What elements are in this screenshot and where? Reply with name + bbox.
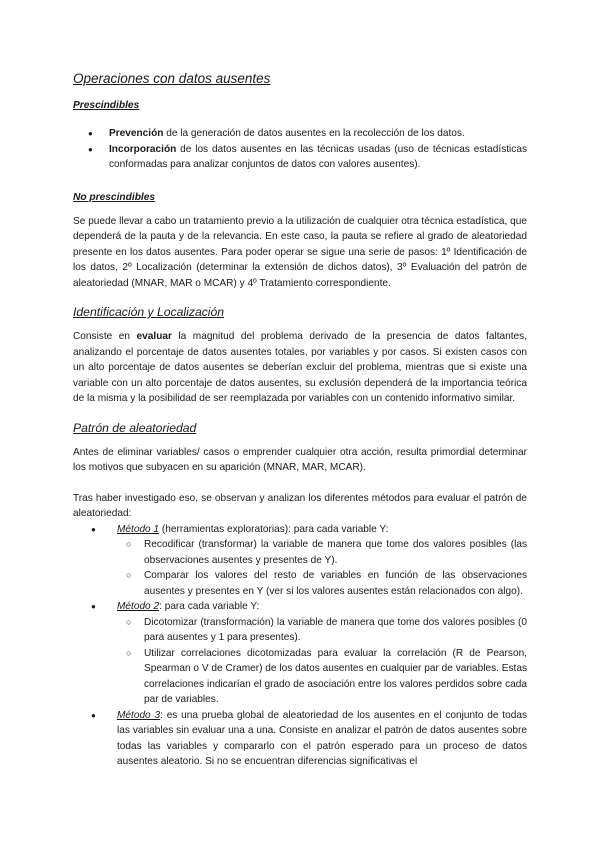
term-incorporacion: Incorporación — [109, 143, 177, 155]
method-2-label: Método 2 — [117, 601, 160, 612]
page-title: Operaciones con datos ausentes — [73, 71, 271, 86]
method-3-label: Método 3 — [117, 709, 161, 721]
method-1-subitem: ○ Comparar los valores del resto de variables en función de las observaciones ausentes y presentes en Y (ver si los valores ausentes están relacionados con algo). — [73, 568, 527, 599]
methods-list — [73, 522, 527, 770]
method-1-text: (herramientas exploratorias): para cada variable Y: — [159, 523, 389, 535]
method-3-item — [73, 708, 527, 770]
no-prescindibles-paragraph: Se puede llevar a cabo un tratamiento previo a la utilización de cualquier otra técnica estadística, que dependerá de la pauta y de la relevancia. En este caso, la pauta se refiere al grado de aleatoriedad presente en los datos ausentes. Para poder operar se sigue una serie de pasos: 1º Identificación de los datos, 2º Localización (determinar la extensión de dichos datos), 3º Evaluación del patrón de aleatoriedad (MNAR, MAR o MCAR) y 4º Tratamiento correspondiente. — [73, 215, 527, 289]
method-2-text: : para cada variable Y: — [159, 601, 260, 612]
method-3-text: : es una prueba global de aleatoriedad de los ausentes en el conjunto de todas las variables sin evaluar una a una. Consiste en analizar el patrón de datos ausentes sobre todas las variables y compararlo con el patrón esperado para un proceso de datos ausentes aleatorio. Si no se encuentran diferencias significativas el — [117, 709, 527, 767]
document-body — [73, 70, 527, 770]
method-1-label: Método 1 — [117, 523, 160, 535]
term-evaluar: evaluar — [136, 331, 172, 342]
patron-paragraph-2: Tras haber investigado eso, se observan y analizan los diferentes métodos para evaluar el patrón de aleatoriedad: — [73, 492, 527, 519]
identificacion-paragraph — [73, 329, 527, 407]
term-prevencion: Prevención — [109, 128, 164, 139]
section-heading-no-prescindibles: No prescindibles — [73, 191, 156, 203]
list-item — [73, 142, 527, 173]
section-heading-prescindibles: Prescindibles — [73, 100, 140, 111]
prescindibles-list — [73, 126, 527, 173]
method-2-subitem: ○ Utilizar correlaciones dicotomizadas para evaluar la correlación (R de Pearson, Spearman o V de Cramer) de los datos ausentes en cualquier par de variables. Estas correlaciones indicarían el grado de asociación entre los valores perdidos sobre cada par de variables. — [73, 646, 527, 708]
paragraph-text: la magnitud del problema derivado de la presencia de datos faltantes, analizando el porcentaje de datos ausentes totales, por variables y por casos. Si existen casos con un alto porcentaje de datos ausentes se deberían excluir del problema, mientras que si existe una variable con un alto porcentaje de datos ausentes, su exclusión dependerá de la importancia teórica de la misma y la posibilidad de ser reemplazada por variables con un contenido informativo similar. — [73, 331, 527, 404]
section-heading-identificacion: Identificación y Localización — [73, 305, 225, 319]
method-1-subitem: ○ Recodificar (transformar) la variable de manera que tome dos valores posibles (las observaciones ausentes y presentes de Y). — [73, 537, 527, 568]
item-text: de la generación de datos ausentes en la recolección de los datos. — [163, 128, 465, 139]
patron-paragraph-1: Antes de eliminar variables/ casos o emprender cualquier otra acción, resulta primordial determinar los motivos que subyacen en su aparición (MNAR, MAR, MCAR). — [73, 446, 527, 473]
section-heading-patron: Patrón de aleatoriedad — [73, 420, 197, 435]
paragraph-text: Consiste en — [73, 331, 137, 342]
method-1-item — [73, 522, 527, 538]
list-item — [73, 126, 527, 142]
method-2-subitem: ○ Dicotomizar (transformación) la variable de manera que tome dos valores posibles (0 para ausentes y 1 para presentes). — [73, 615, 527, 646]
method-2-item — [73, 599, 527, 615]
item-text: de los datos ausentes en las técnicas usadas (uso de técnicas estadísticas conformadas para analizar conjuntos de datos con valores ausentes). — [109, 143, 527, 170]
